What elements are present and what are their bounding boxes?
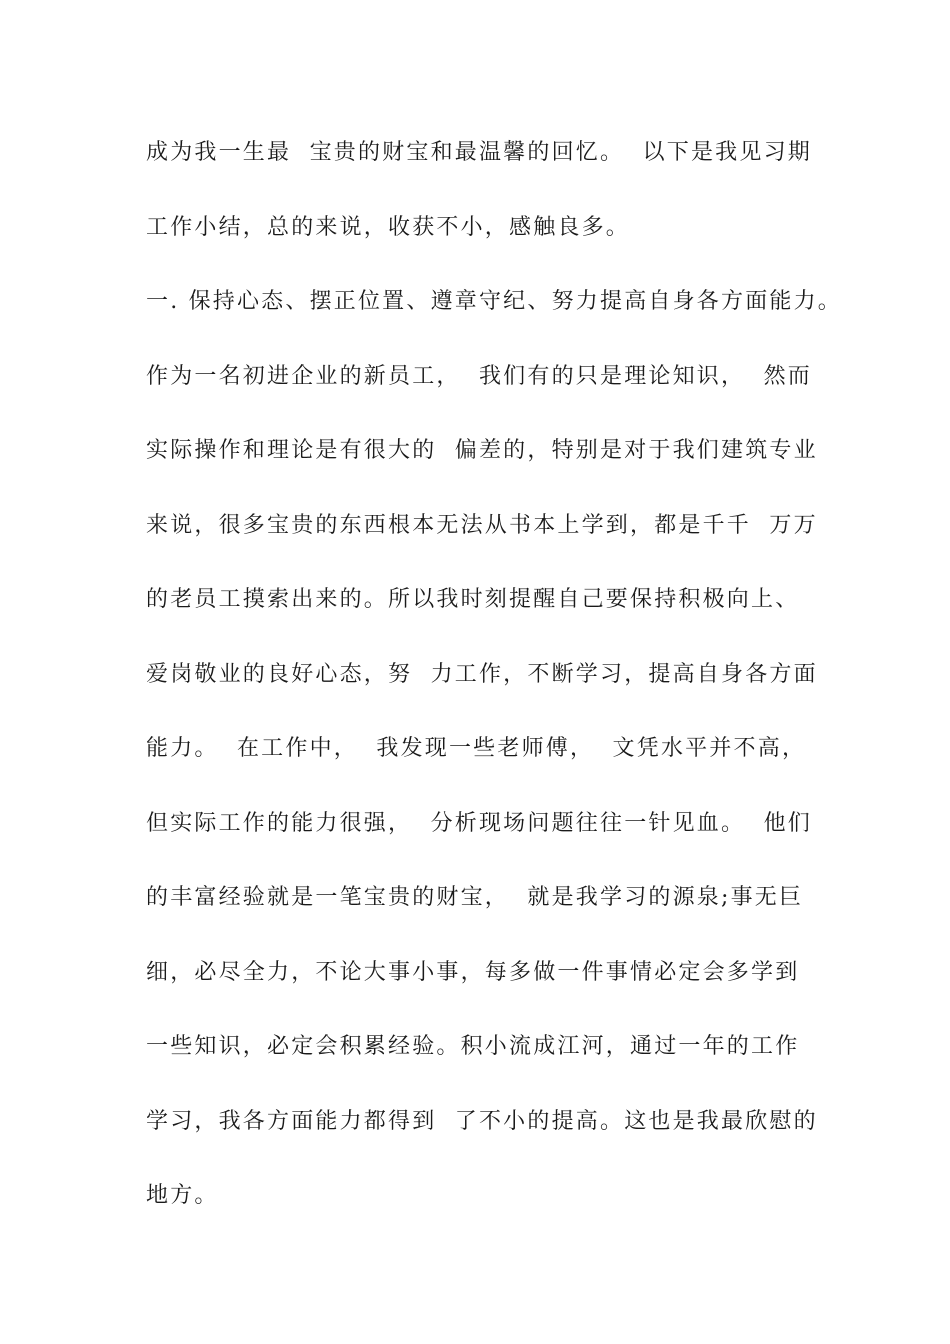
text-line-6: 来说，很多宝贵的东西根本无法从书本上学到，都是千千 万万 [146,512,818,538]
text-line-13: 一些知识，必定会积累经验。积小流成江河，通过一年的工作 [146,1034,800,1059]
text-line-12: 细，必尽全力，不论大事小事，每多做一件事情必定会多学到 [146,959,800,985]
section-heading: 一. 保持心态、摆正位置、遵章守纪、努力提高自身各方面能力。 [146,289,842,314]
text-line-7: 的老员工摸索出来的。所以我时刻提醒自己要保持积极向上、 [146,587,800,612]
text-line-2: 工作小结，总的来说，收获不小，感触良多。 [146,214,631,240]
text-line-8: 爱岗敬业的良好心态，努 力工作，不断学习，提高自身各方面 [146,661,818,687]
text-line-14: 学习，我各方面能力都得到 了不小的提高。这也是我最欣慰的 [146,1108,818,1134]
text-line-4: 作为一名初进企业的新员工， 我们有的只是理论知识， 然而 [146,363,812,389]
text-line-11: 的丰富经验就是一笔宝贵的财宝， 就是我学习的源泉;事无巨 [146,885,804,910]
text-line-9: 能力。 在工作中， 我发现一些老师傅， 文凭水平并不高， [146,736,807,761]
text-line-10: 但实际工作的能力很强， 分析现场问题往往一针见血。 他们 [146,810,812,836]
body-text [146,130,846,1248]
text-line-5: 实际操作和理论是有很大的 偏差的，特别是对于我们建筑专业 [146,438,818,463]
text-line-1: 成为我一生最 宝贵的财宝和最温馨的回忆。 以下是我见习期 [146,140,812,165]
text-line-15: 地方。 [146,1183,219,1208]
